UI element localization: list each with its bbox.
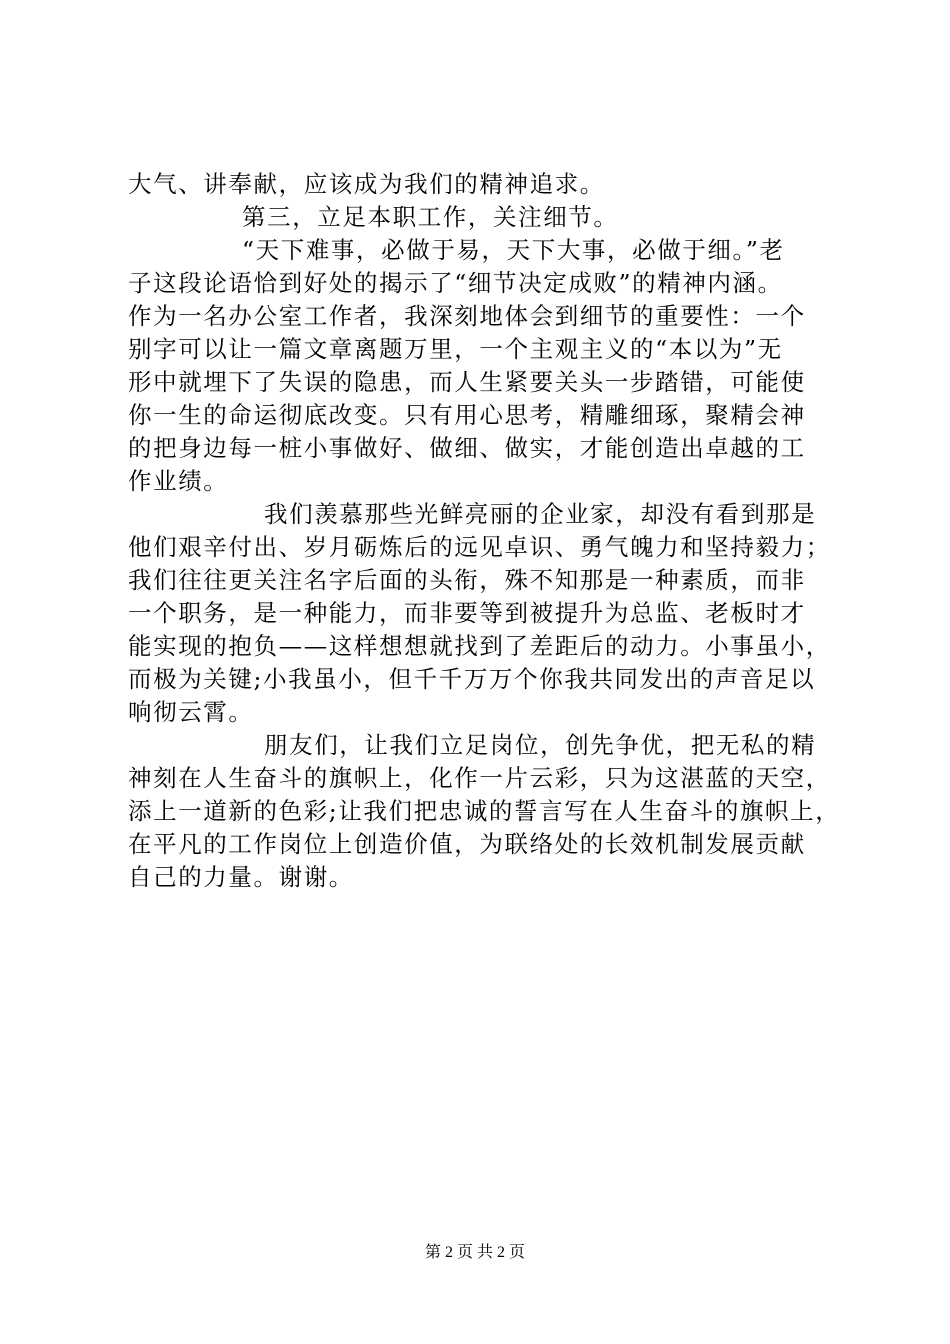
- text-line: 他们艰辛付出、岁月砺炼后的远见卓识、勇气魄力和坚持毅力；: [128, 533, 831, 561]
- text-line: “天下难事，必做于易，天下大事，必做于细。”老: [242, 236, 785, 264]
- text-line: 在平凡的工作岗位上创造价值，为联络处的长效机制发展贡献: [128, 830, 806, 858]
- text-line: 作业绩。: [128, 467, 229, 495]
- text-line: 的把身边每一桩小事做好、做细、做实，才能创造出卓越的工: [128, 434, 806, 462]
- text-line: 我们往往更关注名字后面的头衔，殊不知那是一种素质，而非: [128, 566, 806, 594]
- text-line: 朋友们，让我们立足岗位，创先争优，把无私的精: [264, 731, 817, 759]
- text-line: 一个职务，是一种能力，而非要等到被提升为总监、老板时才: [128, 599, 806, 627]
- text-line: 形中就埋下了失误的隐患，而人生紧要关头一步踏错，可能使: [128, 368, 806, 396]
- text-line: 你一生的命运彻底改变。只有用心思考，精雕细琢，聚精会神: [128, 401, 806, 429]
- text-line: 作为一名办公室工作者，我深刻地体会到细节的重要性：一个: [128, 302, 806, 330]
- text-line: 神刻在人生奋斗的旗帜上，化作一片云彩，只为这湛蓝的天空，: [128, 764, 831, 792]
- text-line: 自己的力量。谢谢。: [128, 863, 354, 891]
- text-line: 第三，立足本职工作，关注细节。: [242, 203, 619, 231]
- text-line: 而极为关键;小我虽小，但千千万万个你我共同发出的声音足以: [128, 665, 816, 693]
- text-line: 添上一道新的色彩;让我们把忠诚的誓言写在人生奋斗的旗帜上，: [128, 797, 841, 825]
- text-line: 我们羡慕那些光鲜亮丽的企业家，却没有看到那是: [264, 500, 817, 528]
- text-line: 子这段论语恰到好处的揭示了“细节决定成败”的精神内涵。: [128, 269, 783, 297]
- text-line: 能实现的抱负——这样想想就找到了差距后的动力。小事虽小，: [128, 632, 831, 660]
- text-line: 大气、讲奉献，应该成为我们的精神追求。: [128, 170, 605, 198]
- text-line: 响彻云霄。: [128, 698, 254, 726]
- page-footer: 第 2 页 共 2 页: [424, 1244, 525, 1261]
- text-line: 别字可以让一篇文章离题万里，一个主观主义的“本以为”无: [128, 335, 783, 363]
- body-text: [128, 168, 841, 894]
